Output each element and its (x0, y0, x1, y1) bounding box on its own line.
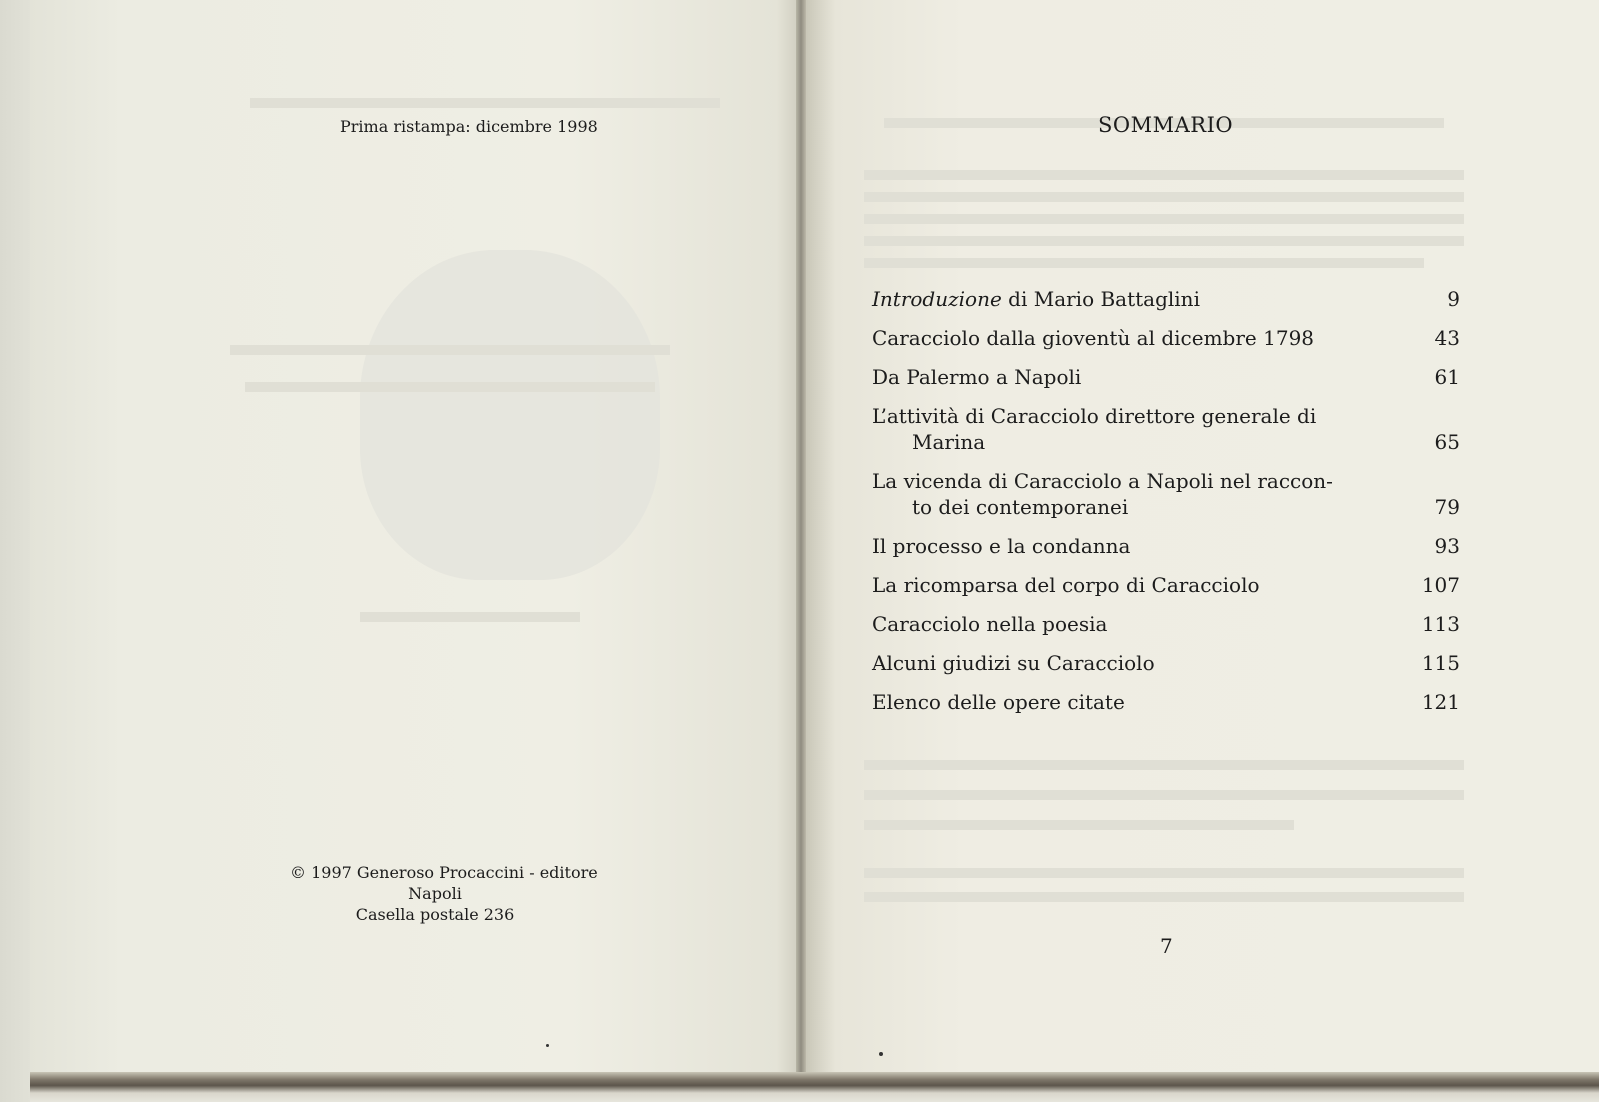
toc-entry (872, 286, 1462, 312)
edition-note: Prima ristampa: dicembre 1998 (340, 117, 598, 136)
scan-background (0, 0, 30, 1102)
toc-entry-page: 93 (1434, 534, 1460, 558)
toc-entry-title: Caracciolo dalla gioventù al dicembre 1798 (872, 326, 1315, 350)
toc-entry-page: 61 (1434, 365, 1460, 389)
toc-entry-continuation: Marina (912, 430, 986, 454)
table-of-contents (872, 286, 1462, 728)
toc-entry (872, 611, 1462, 637)
toc-entry-text: di Mario Battaglini (1001, 287, 1200, 311)
toc-entry-page: 79 (1434, 495, 1460, 519)
toc-entry-text: L’attività di Caracciolo direttore generale di (872, 404, 1317, 428)
toc-entry-page: 121 (1421, 690, 1460, 714)
toc-entry-page: 113 (1421, 612, 1460, 636)
show-through-line (864, 760, 1464, 770)
show-through-line (250, 98, 720, 108)
scan-speck (879, 1052, 883, 1056)
show-through-portrait (360, 250, 660, 580)
toc-entry-page: 107 (1421, 573, 1460, 597)
show-through-line (864, 790, 1464, 800)
toc-entry-title: Il processo e la condanna (872, 534, 1131, 558)
colophon (290, 862, 598, 925)
toc-entry (872, 572, 1462, 598)
toc-heading: SOMMARIO (1098, 113, 1234, 137)
toc-entry (872, 468, 1462, 520)
toc-entry-italic: Introduzione (872, 287, 1002, 311)
show-through-line (360, 612, 580, 622)
show-through-line (864, 214, 1464, 224)
toc-entry (872, 689, 1462, 715)
toc-entry (872, 325, 1462, 351)
toc-entry-page: 115 (1421, 651, 1460, 675)
show-through-line (245, 382, 655, 392)
book-bottom-edge (30, 1072, 1599, 1102)
page-number: 7 (1160, 934, 1173, 958)
show-through-line (230, 345, 670, 355)
show-through-line (864, 868, 1464, 878)
toc-entry-text: La vicenda di Caracciolo a Napoli nel raccon- (872, 469, 1333, 493)
toc-entry-title: La ricomparsa del corpo di Caracciolo (872, 573, 1260, 597)
toc-entry-title: Caracciolo nella poesia (872, 612, 1108, 636)
toc-entry-title (872, 468, 1342, 520)
toc-entry-title (872, 403, 1342, 455)
show-through-line (864, 236, 1464, 246)
toc-entry-continuation: to dei contemporanei (912, 495, 1129, 519)
book-gutter (796, 0, 806, 1085)
show-through-line (864, 258, 1424, 268)
toc-entry-page: 43 (1434, 326, 1460, 350)
colophon-city: Napoli (408, 884, 462, 903)
toc-entry-title: Da Palermo a Napoli (872, 365, 1082, 389)
show-through-line (864, 170, 1464, 180)
show-through-line (864, 192, 1464, 202)
toc-entry (872, 364, 1462, 390)
toc-entry (872, 533, 1462, 559)
toc-entry-page: 9 (1447, 287, 1460, 311)
toc-entry-title: Elenco delle opere citate (872, 690, 1125, 714)
toc-entry (872, 650, 1462, 676)
scan-speck (546, 1044, 549, 1047)
colophon-postbox: Casella postale 236 (355, 905, 515, 924)
toc-entry (872, 403, 1462, 455)
toc-entry-title: Alcuni giudizi su Caracciolo (872, 651, 1155, 675)
show-through-line (864, 820, 1294, 830)
toc-entry-title (872, 286, 1342, 312)
colophon-publisher: © 1997 Generoso Procaccini - editore (290, 863, 598, 882)
toc-entry-page: 65 (1434, 430, 1460, 454)
show-through-line (864, 892, 1464, 902)
